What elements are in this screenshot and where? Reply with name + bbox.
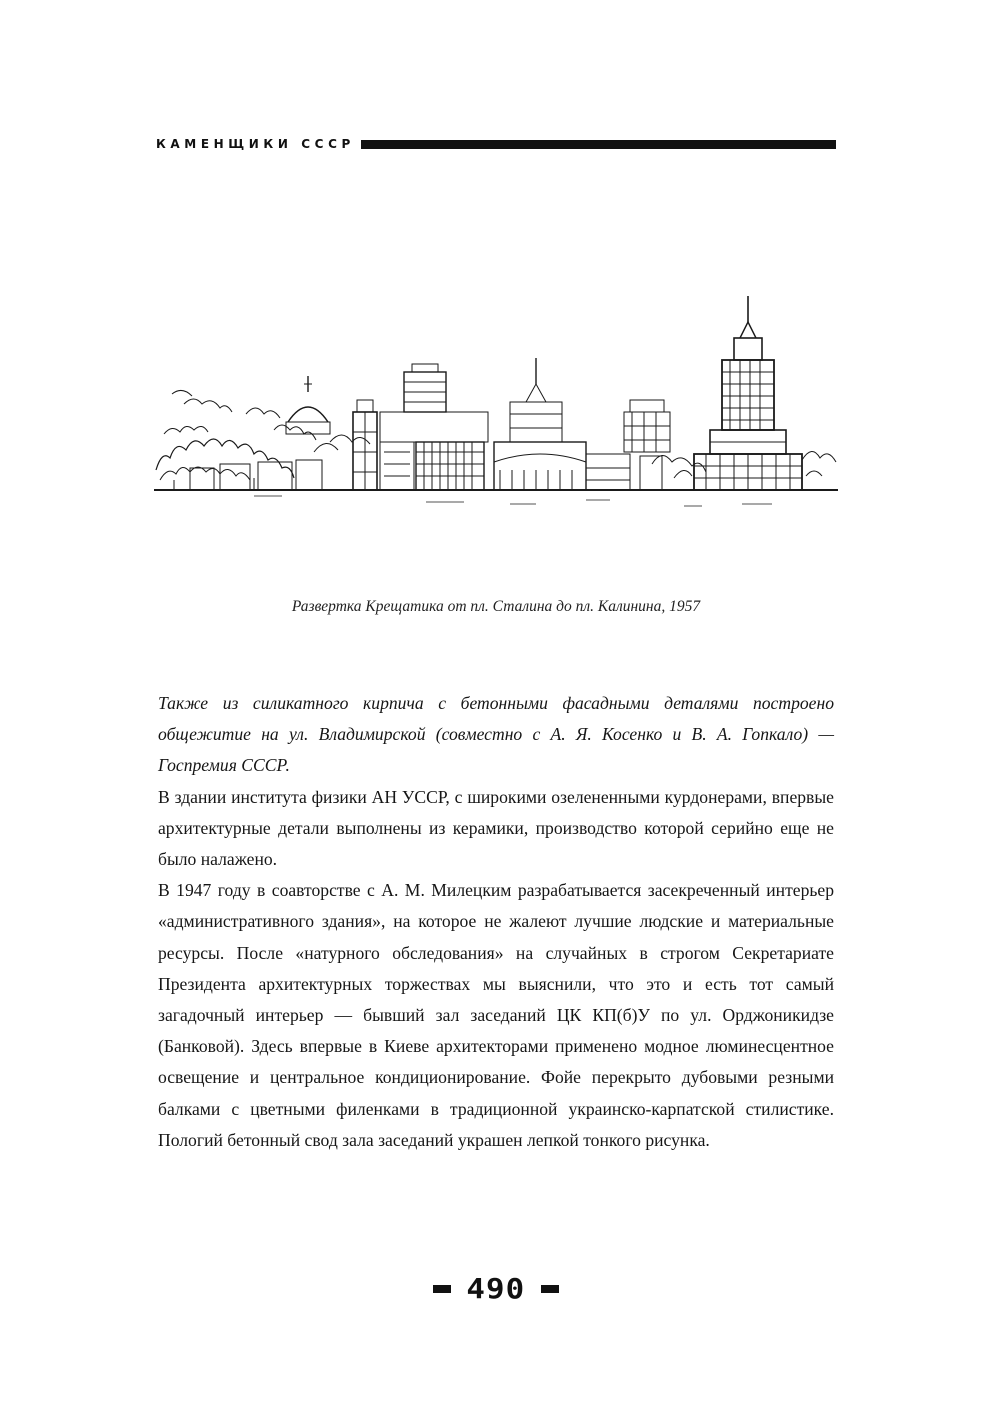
tower-left (353, 400, 377, 490)
stalinist-skyscraper (694, 296, 802, 490)
khreshchatyk-elevation-drawing (154, 292, 838, 522)
spire-building (494, 358, 630, 490)
central-building (380, 364, 488, 490)
folio-bar-left (433, 1285, 451, 1293)
domed-building (286, 376, 370, 452)
trees-right (802, 451, 836, 476)
folio-bar-right (541, 1285, 559, 1293)
page-footer (0, 1272, 992, 1305)
paragraph-2: В здании института физики АН УССР, с широкими озелененными курдонерами, впервые архитектурные детали выполнены из керамики, производство которой серийно еще не было налажено. (158, 786, 834, 870)
header-rule (361, 140, 836, 149)
page-number: 490 (466, 1272, 526, 1305)
trees-left (156, 390, 322, 490)
body-text (158, 688, 834, 1156)
paragraph-1: Также из силикатного кирпича с бетонными фасадными деталями построено общежитие на ул. Владимирской (совместно с А. Я. Косенко и В. А. Гопкало) — Госпремия СССР. (158, 693, 834, 776)
paragraph-3: В 1947 году в соавторстве с А. М. Милецким разрабатывается засекреченный интерьер «административного здания», на которое не жалеют лучшие людские и материальные ресурсы. После «натурного обследования» на случайных в строгом Секретариате Президента архитектурных торжествах мы выяснили, что это и есть тот самый загадочный интерьер — бывший зал заседаний ЦК КП(б)У по ул. Орджоникидзе (Банковой). Здесь впервые в Киеве архитекторами применено модное люминесцентное освещение и центральное кондиционирование. Фойе перекрыто дубовыми резными балками с цветными филенками в традиционной украинско-карпатской стилистике. Пологий бетонный свод зала заседаний украшен лепкой тонкого рисунка. (158, 880, 834, 1150)
figure-caption: Развертка Крещатика от пл. Сталина до пл. Калинина, 1957 (291, 598, 701, 615)
running-title: КАМЕНЩИКИ СССР (156, 137, 355, 151)
running-header (156, 136, 836, 152)
